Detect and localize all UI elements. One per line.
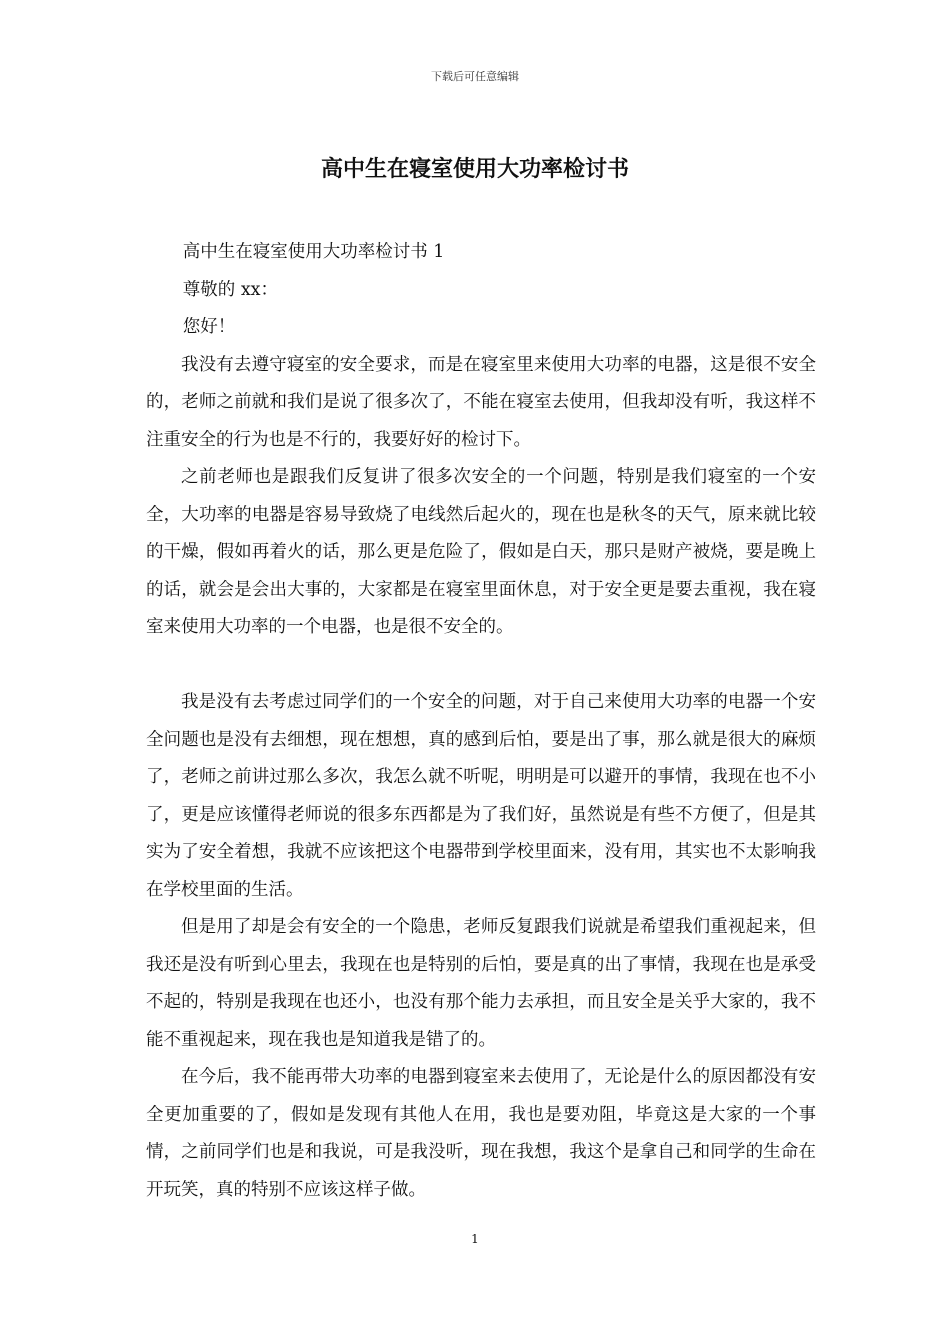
paragraph-4: 但是用了却是会有安全的一个隐患，老师反复跟我们说就是希望我们重视起来，但我还是没有听到心里去，我现在也是特别的后怕，要是真的出了事情，我现在也是承受不起的，特别是我现在也还小，也没有那个能力去承担，而且安全是关乎大家的，我不能不重视起来，现在我也是知道我是错了的。: [146, 917, 816, 1050]
paragraph-1: 我没有去遵守寝室的安全要求，而是在寝室里来使用大功率的电器，这是很不安全的，老师之前就和我们是说了很多次了，不能在寝室去使用，但我却没有听，我这样不注重安全的行为也是不行的，我要好好的检讨下。: [146, 354, 816, 450]
paragraph-5: 在今后，我不能再带大功率的电器到寝室来去使用了，无论是什么的原因都没有安全更加重要的了，假如是发现有其他人在用，我也是要劝阻，毕竟这是大家的一个事情，之前同学们也是和我说，可是我没听，现在我想，我这个是拿自己和同学的生命在开玩笑，真的特别不应该这样子做。: [146, 1067, 816, 1200]
header-note: 下载后可任意编辑: [431, 70, 519, 83]
paragraph-gap: [146, 647, 816, 685]
paragraph-3: 我是没有去考虑过同学们的一个安全的问题，对于自己来使用大功率的电器一个安全问题也是没有去细想，现在想想，真的感到后怕，要是出了事，那么就是很大的麻烦了，老师之前讲过那么多次，我怎么就不听呢，明明是可以避开的事情，我现在也不小了，更是应该懂得老师说的很多东西都是为了我们好，虽然说是有些不方便了，但是其实为了安全着想，我就不应该把这个电器带到学校里面来，没有用，其实也不太影响我在学校里面的生活。: [146, 692, 816, 900]
document-title: 高中生在寝室使用大功率检讨书: [320, 156, 629, 182]
document-subtitle: 高中生在寝室使用大功率检讨书 1: [182, 242, 445, 262]
paragraph-2: 之前老师也是跟我们反复讲了很多次安全的一个问题，特别是我们寝室的一个安全，大功率的电器是容易导致烧了电线然后起火的，现在也是秋冬的天气，原来就比较的干燥，假如再着火的话，那么更是危险了，假如是白天，那只是财产被烧，要是晚上的话，就会是会出大事的，大家都是在寝室里面休息，对于安全更是要去重视，我在寝室来使用大功率的一个电器，也是很不安全的。: [146, 467, 816, 637]
page-number: 1: [471, 1232, 479, 1246]
salutation: 尊敬的 xx：: [182, 279, 279, 300]
greeting: 您好！: [182, 317, 236, 337]
document-body: [146, 234, 816, 1209]
